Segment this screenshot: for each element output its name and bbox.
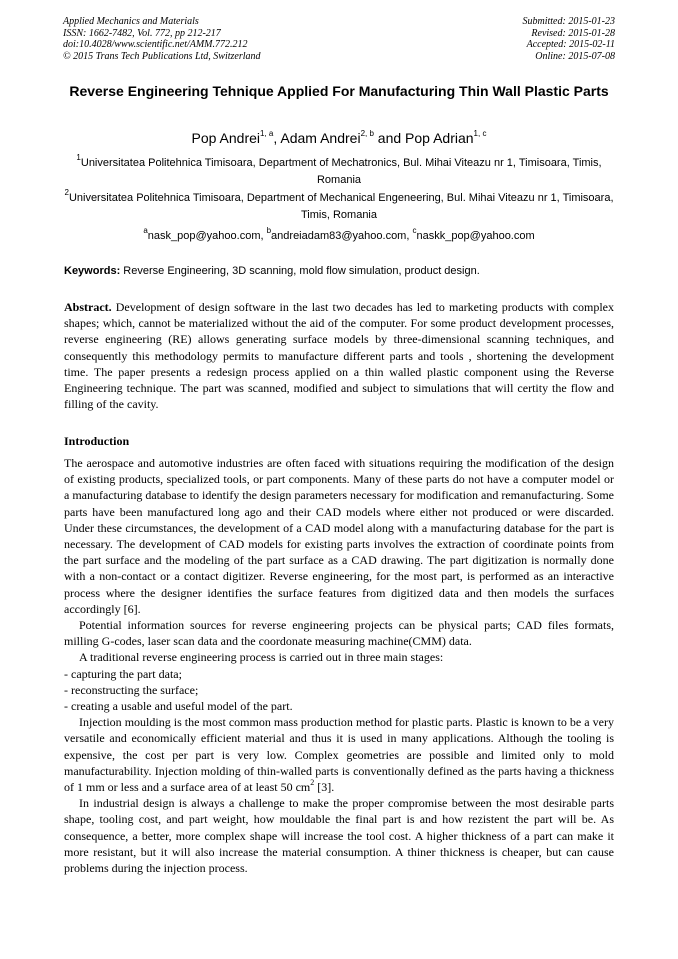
list-item: - capturing the part data; (64, 666, 182, 681)
date-revised: Revised: 2015-01-28 (531, 27, 615, 39)
author-separator: , (273, 130, 281, 146)
affiliation-2 (64, 190, 614, 224)
introduction-body (64, 455, 614, 876)
affiliation-2-sup: 2 (64, 188, 69, 198)
section-heading-introduction: Introduction (64, 434, 130, 448)
email-c-sup: c (412, 226, 417, 236)
author-1-sup: 1, a (260, 129, 274, 139)
affiliation-1-sup: 1 (76, 153, 81, 163)
email-a-sup: a (143, 226, 148, 236)
author-separator: and (373, 130, 406, 146)
list-item: - creating a usable and useful model of the part. (64, 699, 293, 714)
date-accepted: Accepted: 2015-02-11 (526, 39, 615, 51)
paragraph: In industrial design is always a challenge to make the proper compromise between the most desirable parts shape, tooling cost, and part weight, how mouldable the final part is and how rezistent the part will be. As consequence, a better, more complex shape will increase the tool cost. A higher thickness of a part can make it more resistant, but it will also increase the material consumption. A thiner thickness is cheaper, but can cause problems during the injection process. (64, 796, 614, 876)
affiliation-1-text: Universitatea Politehnica Timisoara, Department of Mechatronics, Bul. Mihai Viteazu nr 1, Timisoara, Timis, Romania (80, 157, 602, 186)
author-list (64, 129, 614, 147)
author-emails (64, 228, 614, 245)
email-c: naskk_pop@yahoo.com (416, 230, 535, 242)
email-b-sup: b (266, 226, 272, 236)
paragraph: A traditional reverse engineering process is carried out in three main stages: (79, 650, 444, 665)
author-3: Pop Adrian (405, 130, 474, 146)
list-item: - reconstructing the surface; (64, 682, 199, 697)
affiliation-2-text: Universitatea Politehnica Timisoara, Department of Mechanical Engeneering, Bul. Mihai Viteazu nr 1, Timisoara, Timis, Romania (68, 192, 614, 221)
paragraph-text: Injection moulding is the most common mass production method for plastic parts. Plastic is known to be a very versatile and economically efficient material and thus it is used in many applications. Although the tooling is expensive, the cost per part is very low. Complex geometries are possible and limited only to mold manufacturability. Injection molding of thin-walled parts is conventionally defined as the parts having a thickness of 1 mm or less and a surface area of at least 50 cm (64, 715, 614, 795)
journal-name: Applied Mechanics and Materials (63, 16, 199, 27)
keywords-text: Reverse Engineering, 3D scanning, mold flow simulation, product design. (120, 265, 480, 277)
abstract (64, 299, 614, 412)
affiliation-1 (64, 155, 614, 189)
submission-dates (523, 16, 616, 62)
keywords (64, 263, 614, 279)
email-a: nask_pop@yahoo.com, (147, 230, 267, 242)
paper-title: Reverse Engineering Tehnique Applied For Manufacturing Thin Wall Plastic Parts (69, 83, 609, 99)
email-b: andreiadam83@yahoo.com, (271, 230, 413, 242)
paragraph (64, 714, 614, 795)
author-3-sup: 1, c (473, 129, 487, 139)
author-2: Adam Andrei (280, 130, 361, 146)
superscript: 2 (310, 778, 315, 788)
journal-copyright: © 2015 Trans Tech Publications Ltd, Switzerland (63, 50, 261, 62)
abstract-text: Development of design software in the last two decades has led to marketing products with complex shapes; which, cannot be materialized without the aid of the computer. For some product development processes, reverse engineering (RE) allows generating surface models by three-dimensional scanning techniques, and consequently this methodology permits to manufacture different parts and tools , shortening the development time. The paper presents a redesign process applied on a thin walled plastic component using the Reverse Engineering technique. The part was scanned, modified and subject to simulations that will certity the flow and filling of the cavity. (64, 300, 614, 412)
author-1: Pop Andrei (191, 130, 261, 146)
journal-info (63, 16, 261, 62)
keywords-label: Keywords: (64, 265, 121, 277)
author-2-sup: 2, b (360, 129, 374, 139)
paragraph: Potential information sources for reverse engineering projects can be physical parts; CAD files formats, milling G-codes, laser scan data and the coordonate measuring machine(CMM) data. (64, 618, 614, 649)
journal-issn: ISSN: 1662-7482, Vol. 772, pp 212-217 (63, 27, 221, 39)
date-submitted: Submitted: 2015-01-23 (522, 16, 615, 27)
paragraph: The aerospace and automotive industries are often faced with situations requiring the modification of the design of existing products, specialized tools, or part components. Many of these parts do not have a computer model or a manufacturing database to identify the design parameters necessary for modification and remanufacturing. Some parts have been manufactured long ago and their CAD models where either not produced or were discarded. Under these circumstances, the development of a CAD model along with a manufacturing database for the part is necessary. The development of CAD models for existing parts involves the extraction of coordinate points from the part surface and the modeling of the part surface as a CAD drawing. The part digitization is normally done with a non-contact or a contact digitizer. Reverse engineering, for the most part, is performed as an interactive process where the designer identifies the surface features from digitized data and then models the surfaces accordingly [6]. (64, 456, 614, 616)
citation: [3]. (314, 780, 335, 795)
journal-doi: doi:10.4028/www.scientific.net/AMM.772.212 (63, 39, 248, 51)
abstract-label: Abstract. (64, 300, 112, 314)
date-online: Online: 2015-07-08 (535, 50, 615, 62)
